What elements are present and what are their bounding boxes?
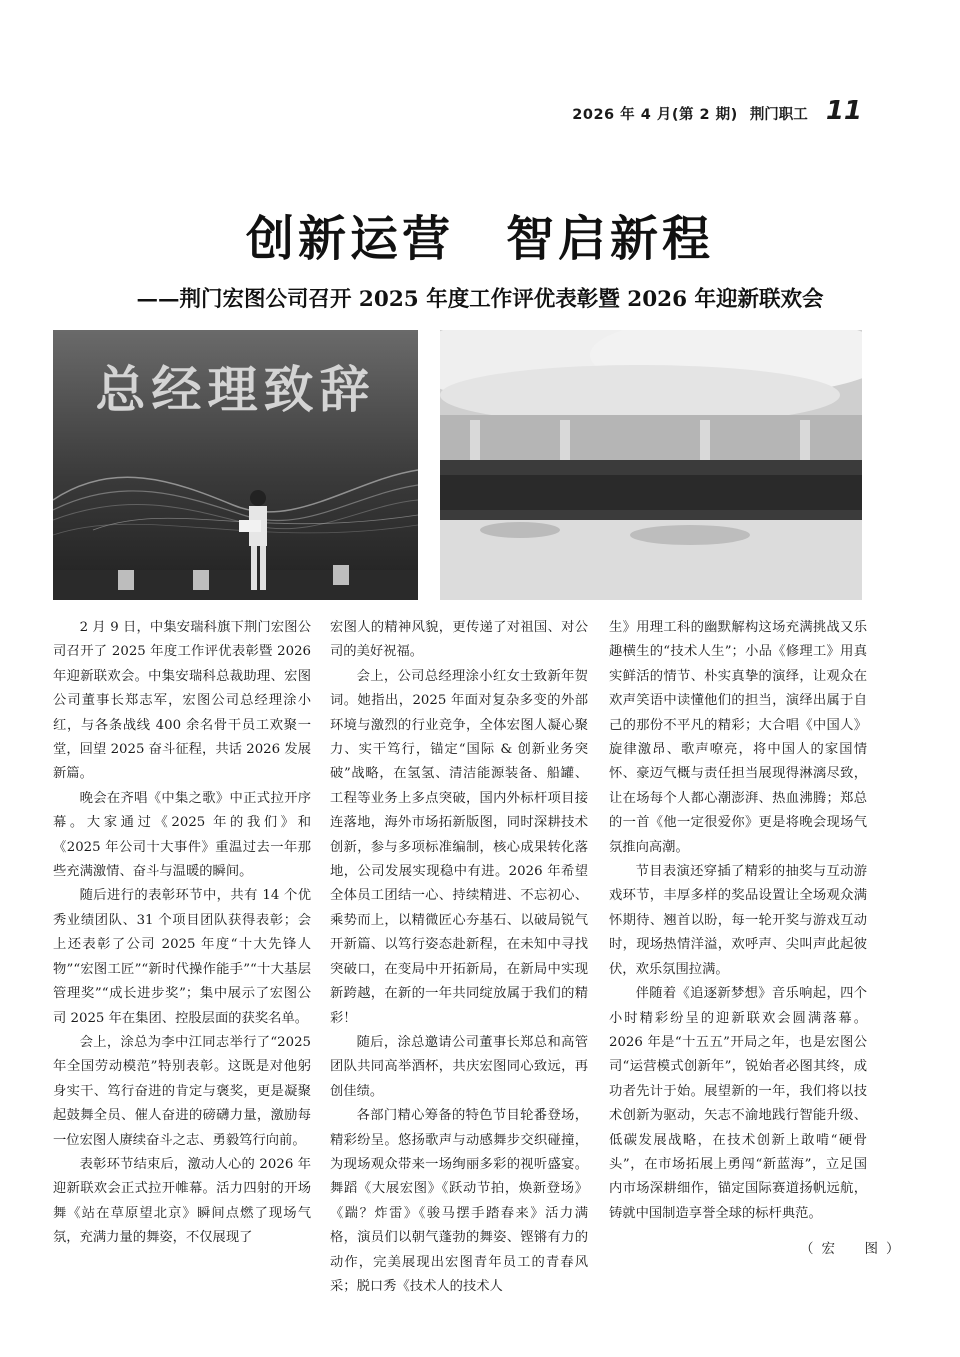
page-number: 11 [825, 96, 862, 126]
publication-name: 荆门职工 [749, 107, 808, 123]
paragraph: 随后进行的表彰环节中，共有 14 个优秀业绩团队、31 个项目团队获得表彰；会上还表彰了公司 2025 年度“十大先锋人物”“宏图工匠”“新时代操作能手”“十大基层管理奖”“成长进步奖”；集中展示了宏图公司 2025 年在集团、控股层面的获奖名单。 [53, 888, 311, 1026]
paragraph: 节目表演还穿插了精彩的抽奖与互动游戏环节，丰厚多样的奖品设置让全场观众满怀期待、翘首以盼，每一轮开奖与游戏互动时，现场热情洋溢，欢呼声、尖叫声此起彼伏，欢乐氛围拉满。 [609, 864, 867, 977]
article-title: 创新运营 智启新程 [245, 211, 714, 267]
paragraph: 随后，涂总邀请公司董事长郑总和高管团队共同高举酒杯，共庆宏图同心致远，再创佳绩。 [330, 1034, 588, 1099]
text-column-1 [53, 616, 311, 1251]
paragraph: 伴随着《追逐新梦想》音乐响起，四个小时精彩纷呈的迎新联欢会圆满落幕。2026 年是“十五五”开局之年，也是宏图公司“运营模式创新年”，锐始者必图其终，成功者先计于始。展望新的一年，我们将以技术创新为驱动，矢志不渝地践行智能升级、低碳发展战略，在技术创新上敢啃“硬骨头”，在市场拓展上勇闯“新蓝海”，立足国内市场深耕细作，锚定国际赛道扬帆远航，铸就中国制造享誉全球的标杆典范。 [609, 986, 867, 1221]
author-byline: （宏 图） [800, 1241, 908, 1257]
article-subtitle: ——荆门宏图公司召开 2025 年度工作评优表彰暨 2026 年迎新联欢会 [136, 287, 824, 312]
page-header [572, 96, 862, 126]
paragraph: 会上，涂总为李中江同志举行了“2025 年全国劳动模范”特别表彰。这既是对他躬身实干、笃行奋进的肯定与褒奖，更是凝聚起鼓舞全员、催人奋进的磅礴力量，激励每一位宏图人赓续奋斗之志、勇毅笃行向前。 [53, 1034, 311, 1148]
paragraph-continued: 生》用理工科的幽默解构这场充满挑战又乐趣横生的“技术人生”；小品《修理工》用真实鲜活的情节、朴实真挚的演绎，让观众在欢声笑语中读懂他们的担当，演绎出属于自己的那份不平凡的精彩；大合唱《中国人》旋律激昂、歌声嘹亮，将中国人的家国情怀、豪迈气概与责任担当展现得淋漓尽致，让在场每个人都心潮澎湃、热血沸腾；郑总的一首《他一定很爱你》更是将晚会现场气氛推向高潮。 [609, 620, 867, 855]
ballroom-illustration [440, 330, 862, 600]
paragraph: 各部门精心筹备的特色节目轮番登场，精彩纷呈。悠扬歌声与动感舞步交织碰撞，为现场观众带来一场绚丽多彩的视听盛宴。舞蹈《大展宏图》《跃动节拍，焕新登场》《踹？炸雷》《骏马摆手踏春来》活力满格，演员们以朝气蓬勃的舞姿、铿锵有力的动作，完美展现出宏图青年员工的青春风采；脱口秀《技术人的技术人 [330, 1108, 588, 1294]
paragraph: 表彰环节结束后，激动人心的 2026 年迎新联欢会正式拉开帷幕。活力四射的开场舞《站在草原望北京》瞬间点燃了现场气氛，充满力量的舞姿，不仅展现了 [53, 1156, 311, 1246]
issue-date: 2026 年 4 月(第 2 期) [572, 107, 738, 123]
paragraph-continued: 宏图人的精神风貌，更传递了对祖国、对公司的美好祝福。 [330, 620, 588, 660]
banner-text: 总经理致辞 [95, 361, 376, 419]
photo-audience [440, 330, 862, 600]
photo-speech [53, 330, 418, 600]
paragraph: 2 月 9 日，中集安瑞科旗下荆门宏图公司召开了 2025 年度工作评优表彰暨 2026 年迎新联欢会。中集安瑞科总裁助理、宏图公司董事长郑志军，宏图公司总经理涂小红，与各条战线 400 余名骨干员工欢聚一堂，回望 2025 奋斗征程，共话 2026 发展新篇。 [53, 620, 311, 782]
text-column-3 [609, 616, 867, 1226]
paragraph: 会上，公司总经理涂小红女士致新年贺词。她指出，2025 年面对复杂多变的外部环境与激烈的行业竞争，全体宏图人凝心聚力、实干笃行，锚定“国际 & 创新业务突破”战略，在氢氢、清洁能源装备、船罐、工程等业务上多点突破，国内外标杆项目接连落地，海外市场拓新版图，同时深耕技术创新，参与多项标准编制，核心成果转化落地，公司发展实现稳中有进。2026 年希望全体员工团结一心、持续精进、不忘初心、乘势而上，以精微匠心夯基石、以破局锐气开新篇、以笃行姿态赴新程，在未知中寻找突破口，在变局中开拓新局，在新局中实现新跨越，在新的一年共同绽放属于我们的精彩！ [330, 668, 588, 1026]
paragraph: 晚会在齐唱《中集之歌》中正式拉开序幕。大家通过《2025 年的我们》和《2025 年公司十大事件》重温过去一年那些充满激情、奋斗与温暖的瞬间。 [53, 790, 311, 880]
text-column-2 [330, 616, 588, 1299]
